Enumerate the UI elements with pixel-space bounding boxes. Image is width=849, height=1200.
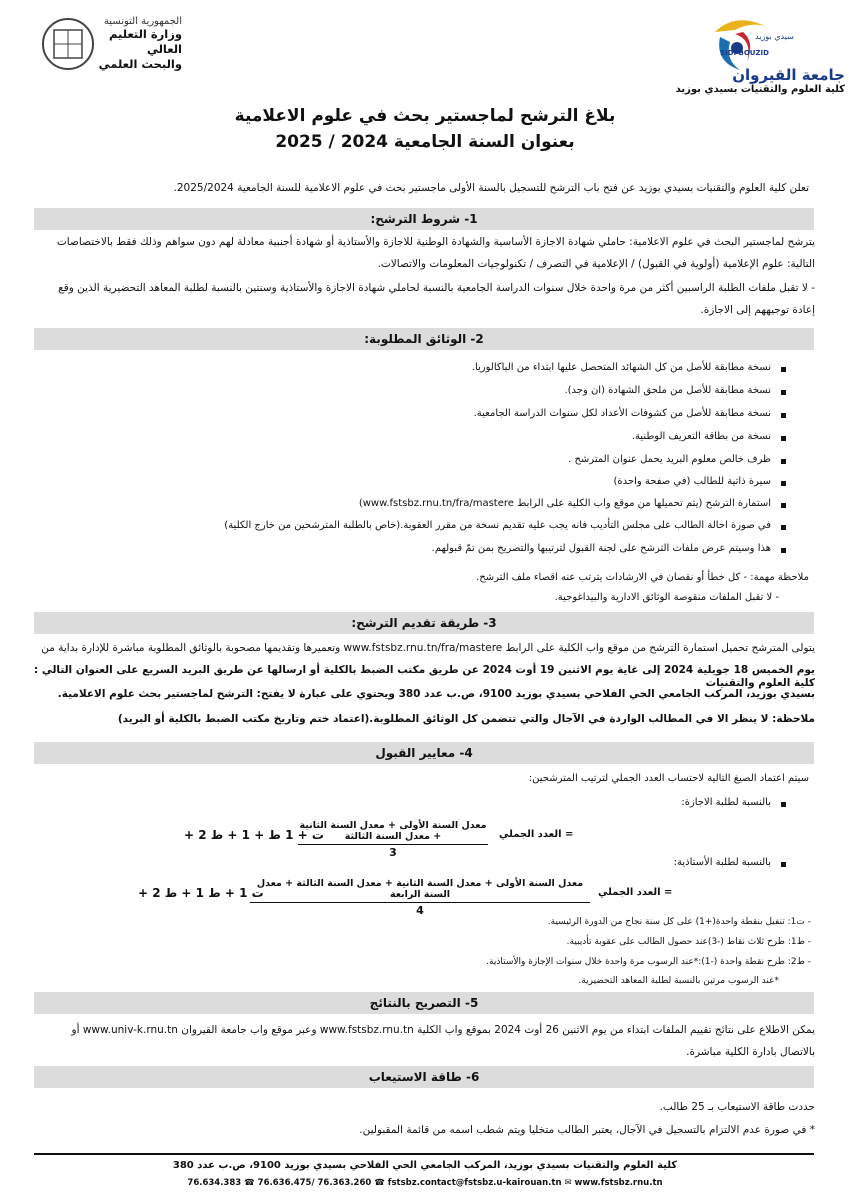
section3-p4: ملاحظة: لا ينظر الا في المطالب الواردة في الآجال والتي تتضمن كل الوثائق المطلوبة.(اعتماد ختم وتاريخ مكتب الضبط بالكلية أو البريد) [117, 713, 815, 725]
list-item: نسخة من بطاقة التعريف الوطنية. [111, 431, 771, 442]
section4-note4: *عند الرسوب مرتين بالنسبة لطلبة المعاهد التحضيرية. [578, 976, 779, 986]
republic-name: الجمهورية التونسية [103, 16, 182, 27]
formula-master-label: العدد الجملي = [598, 887, 673, 898]
formula-master-tail: + ت 1 + ط 1 + ط 2 [138, 886, 264, 900]
section4-heading: 4- معايير القبول [34, 742, 814, 764]
list-item: سيرة ذاتية للطالب (في صفحة واحدة) [111, 476, 771, 487]
footer-divider [34, 1153, 814, 1155]
formula-master-numerator: معدل السنة الأولى + معدل السنة الثانية + معدل السنة الثالثة + معدل السنة الرابعة [250, 878, 590, 903]
footer-contacts: 76.634.383 ☎ 76.636.475/ 76.363.260 ☎ fstsbz.contact@fstsbz.u-kairouan.tn ✉ www.fstsbz.rnu.tn [187, 1178, 663, 1188]
list-item: نسخة مطابقة للأصل من كل الشهائد المتحصل عليها ابتداء من الباكالوريا. [111, 362, 771, 373]
section4-note1: - ت1: تنفيل بنقطة واحدة(+1) على كل سنة نجاح من الدورة الرئيسية. [547, 917, 811, 927]
section1-p1: يترشح لماجستير البحث في علوم الاعلامية: حاملي شهادة الاجازة الأساسية والشهادة الوطنية للاجازة والأستاذية أو شهادة أجنبية معادلة لهم دون سواهم وذلك فقط بالاختصاصات [56, 236, 815, 248]
list-item: نسخة مطابقة للأصل من ملحق الشهادة (ان وجد). [111, 385, 771, 396]
faculty-name: كلية العلوم والتقنيات بسيدي بوزيد [675, 84, 845, 95]
section6-heading: 6- طاقة الاستيعاب [34, 1066, 814, 1088]
section4-note2: - ط1: طرح ثلاث نقاط (-3)عند حصول الطالب على عقوبة تأديبية. [566, 937, 811, 947]
section1-p4: إعادة توجيههم إلى الاجازة. [700, 304, 815, 316]
formula-licence-tail: + ت + 1 ط + 1 + ط 2 [184, 828, 324, 842]
formula-licence-numerator: معدل السنة الأولى + معدل السنة الثانية + معدل السنة الثالثة [298, 820, 488, 845]
list-item: في صورة احالة الطالب على مجلس التأديب فانه يجب عليه تقديم نسخة من مقرر العقوبة.(خاص بالطلبة المترشحين من خارج الكلية) [111, 520, 771, 531]
section3-p2: يوم الخميس 18 جويلية 2024 إلى غاية يوم الاثنين 19 أوت 2024 عن طريق مكتب الضبط بالكلية أو ارسالها عن طريق البريد السريع على العنوان التالي : كلية العلوم والتقنيات [33, 664, 815, 689]
list-item: نسخة مطابقة للأصل من كشوفات الأعداد لكل سنوات الدراسة الجامعية. [111, 408, 771, 419]
section2-note2: - لا تقبل الملفات منقوصة الوثائق الادارية والبيداغوجية. [554, 592, 779, 603]
list-item: ظرف خالص معلوم البريد يحمل عنوان المترشح . [111, 454, 771, 465]
ministry-line1: وزارة التعليم العالي [109, 27, 182, 56]
section2-heading: 2- الوثائق المطلوبة: [34, 328, 814, 350]
formula-master-denominator: 4 [416, 904, 424, 917]
section3-p1: يتولى المترشح تحميل استمارة الترشح من موقع واب الكلية على الرابط www.fstsbz.rnu.tn/fra/mastere وتعميرها وتقديمها مصحوبة بالوثائق المطلوبة مباشرة للإدارة بداية من [41, 642, 815, 654]
university-name: جامعة القيروان [732, 66, 845, 84]
section2-note1: ملاحظة مهمة: - كل خطأ أو نقصان في الارشادات يترتب عنه اقصاء ملف الترشح. [476, 572, 809, 583]
footer-address: كلية العلوم والتقنيات بسيدي بوزيد، المركب الجامعي الحي الفلاحي بسيدي بوزيد 9100، ص.ب عدد 380 [172, 1160, 678, 1171]
formula-licence-denominator: 3 [389, 846, 397, 859]
section1-p2: التالية: علوم الإعلامية (أولوية في القبول) / الإعلامية في التصرف / تكنولوجيات المعلومات والاتصالات. [377, 258, 815, 270]
list-item: استمارة الترشح (يتم تحميلها من موقع واب الكلية على الرابط www.fstsbz.rnu.tn/fra/mastere) [111, 498, 771, 509]
section4-case2: بالنسبة لطلبة الأستاذية: [111, 857, 771, 868]
section3-p3: بسيدي بوزيد، المركب الجامعي الحي الفلاحي بسيدي بوزيد 9100، ص.ب عدد 380 ويحتوي على عبارة لا يفتح: الترشح لماجستير بحث علوم الاعلامية. [57, 688, 815, 700]
section5-heading: 5- التصريح بالنتائج [34, 992, 814, 1014]
section4-case1: بالنسبة لطلبة الاجازة: [111, 797, 771, 808]
page-subtitle: بعنوان السنة الجامعية 2024 / 2025 [275, 132, 575, 152]
logo-caption: SIDI BOUZID [720, 49, 769, 57]
intro-text: تعلن كلية العلوم والتقنيات بسيدي بوزيد عن فتح باب الترشح للتسجيل بالسنة الأولى ماجستير بحث في علوم الاعلامية للسنة الجامعية 2025/2024. [173, 182, 809, 194]
republic-seal-icon [40, 16, 96, 72]
section4-note3: - ط2: طرح نقطة واحدة (-1):*عند الرسوب مرة واحدة خلال سنوات الإجازة والأستاذية. [486, 957, 811, 967]
logo-caption-ar: سيدي بوزيد [755, 32, 794, 41]
section6-p1: حددت طاقة الاستيعاب بـ 25 طالب. [659, 1101, 815, 1113]
page-header [0, 0, 849, 105]
page-title: بلاغ الترشح لماجستير بحث في علوم الاعلامية [234, 106, 616, 126]
section4-lead: سيتم اعتماد الصيغ التالية لاحتساب العدد الجملي لترتيب المترشحين: [528, 773, 809, 784]
section1-heading: 1- شروط الترشح: [34, 208, 814, 230]
section5-p2: بالاتصال بادارة الكلية مباشرة. [686, 1046, 815, 1058]
ministry-line2: والبحث العلمي [98, 57, 182, 71]
section1-p3: - لا تقبل ملفات الطلبة الراسبين أكثر من مرة واحدة خلال سنوات الدراسة الجامعية بالنسبة لحاملي شهادة الاجازة والأستاذية وسنتين بالنسبة لطلبة المعاهد التحضيرية الذين وقع [58, 282, 815, 294]
section3-heading: 3- طريقة تقديم الترشح: [34, 612, 814, 634]
list-item: هذا وسيتم عرض ملفات الترشح على لجنة القبول لترتيبها والتصريح بمن تمّ قبولهم. [111, 543, 771, 554]
section5-p1: يمكن الاطلاع على نتائج تقييم الملفات ابتداء من يوم الاثنين 26 أوت 2024 بموقع واب الكلية www.fstsbz.rnu.tn وعبر موقع واب جامعة القيروان www.univ-k.rnu.tn أو [71, 1024, 815, 1036]
section6-p2: * في صورة عدم الالتزام بالتسجيل في الآجال، يعتبر الطالب متخليا ويتم شطب اسمه من قائمة المقبولين. [359, 1124, 815, 1136]
formula-licence-label: العدد الجملي = [499, 829, 574, 840]
